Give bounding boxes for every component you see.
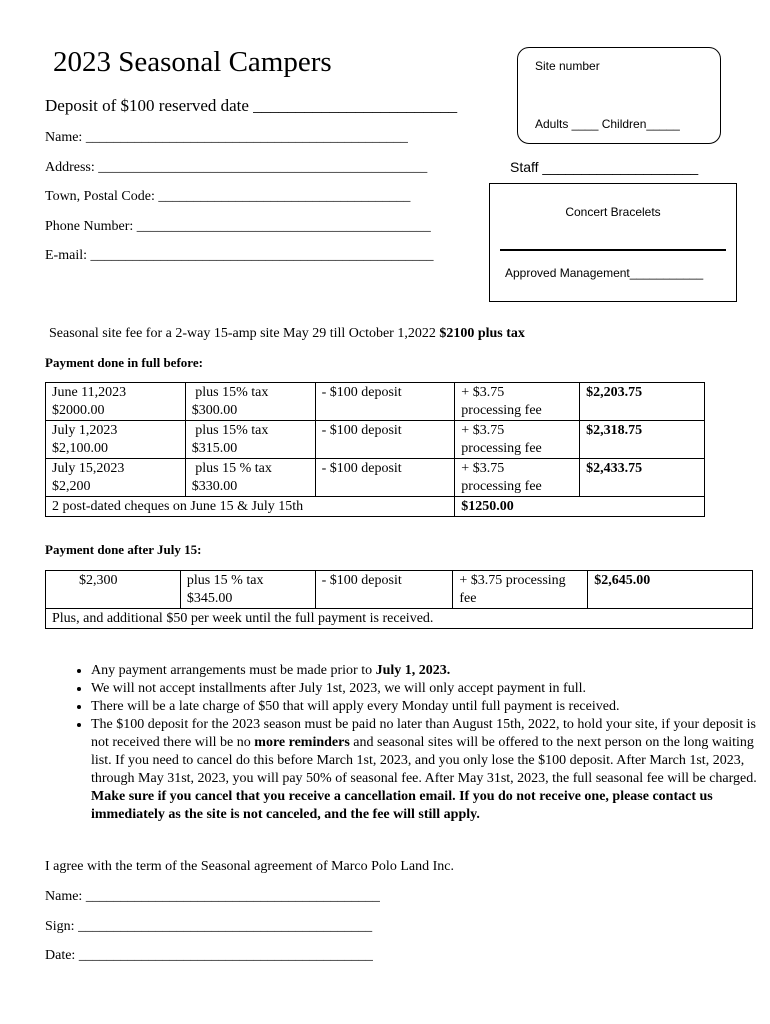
staff-field[interactable]: Staff ____________________: [510, 159, 699, 175]
seasonal-fee-text: [49, 326, 525, 342]
phone-number-field[interactable]: Phone Number: __________________________________________: [45, 219, 431, 234]
table-cell-fee: [455, 383, 580, 421]
signature-date-field[interactable]: Date: __________________________________________: [45, 948, 373, 963]
adults-children-field[interactable]: Adults ____ Children_____: [535, 117, 680, 131]
fee-amount: + $3.75: [461, 461, 505, 476]
tax-amount: $300.00: [191, 403, 238, 418]
bullet-text: Any payment arrangements must be made prior to: [91, 663, 376, 678]
postdated-cheques-label: 2 post-dated cheques on June 15 & July 15th: [46, 497, 455, 517]
table-cell-fee: [455, 459, 580, 497]
table-cell-total: $2,433.75: [580, 459, 705, 497]
concert-bracelets-box: [489, 183, 737, 302]
table-cell-deposit: - $100 deposit: [315, 421, 455, 459]
tax-label: plus 15% tax: [195, 423, 269, 438]
table-row-postdated: [46, 497, 705, 517]
terms-list: [66, 662, 757, 824]
tax-label: plus 15% tax: [195, 385, 269, 400]
table-cell-deposit: - $100 deposit: [315, 459, 455, 497]
table-cell-fee: [455, 421, 580, 459]
amount: $2,200: [52, 479, 91, 494]
table-row-note: [46, 609, 753, 629]
table-row: [46, 383, 705, 421]
fee-amount: + $3.75 processing: [459, 573, 566, 588]
fee-label: processing fee: [461, 403, 542, 418]
fee-label: processing fee: [461, 441, 542, 456]
agreement-text: I agree with the term of the Seasonal agreement of Marco Polo Land Inc.: [45, 859, 454, 874]
table-cell-tax: [185, 383, 315, 421]
name-field[interactable]: Name: ______________________________________________: [45, 130, 408, 145]
bullet-bold: more reminders: [254, 735, 350, 750]
address-field[interactable]: Address: _______________________________________________: [45, 160, 428, 175]
amount: $2000.00: [52, 403, 105, 418]
list-item: [91, 662, 757, 680]
concert-bracelets-label: Concert Bracelets: [565, 205, 661, 219]
fee-label: processing fee: [461, 479, 542, 494]
bullet-bold: Make sure if you cancel that you receive a cancellation email. If you do not receive one, please contact us immediately as the site is not canceled, and the fee will still apply.: [91, 789, 713, 822]
bullet-bold: July 1, 2023.: [375, 663, 451, 678]
table-cell-tax: [180, 571, 315, 609]
table-row: [46, 459, 705, 497]
tax-label: plus 15 % tax: [186, 573, 264, 588]
date: July 1,2023: [52, 423, 118, 438]
fee-label: fee: [459, 591, 477, 606]
table-row: [46, 571, 753, 609]
tax-amount: $315.00: [191, 441, 238, 456]
table-cell-tax: [185, 421, 315, 459]
fee-amount: + $3.75: [461, 385, 505, 400]
table-cell-tax: [185, 459, 315, 497]
concert-bracelets-line[interactable]: [500, 249, 726, 251]
table-cell-date: [46, 421, 186, 459]
table-cell-date: [46, 459, 186, 497]
site-number-label[interactable]: Site number: [535, 59, 600, 73]
table-cell-total: $2,318.75: [580, 421, 705, 459]
table-cell-total: $2,645.00: [588, 571, 753, 609]
bullet-text: The $100 deposit for the 2023 season must be paid no later than August 15th, 2022, to hold your site, if your deposit is not received there will be no: [91, 717, 756, 750]
approved-management-field[interactable]: Approved Management___________: [505, 266, 704, 280]
list-item: [91, 716, 757, 824]
payment-in-full-table: [45, 382, 705, 517]
signature-name-field[interactable]: Name: __________________________________________: [45, 889, 380, 904]
tax-amount: $345.00: [186, 591, 233, 606]
town-postal-code-field[interactable]: Town, Postal Code: ____________________________________: [45, 189, 411, 204]
table-cell-deposit: - $100 deposit: [315, 383, 455, 421]
table-cell-amount: $2,300: [46, 571, 181, 609]
fee-amount: + $3.75: [461, 423, 505, 438]
form-title: 2023 Seasonal Campers: [53, 46, 332, 78]
table-row: [46, 421, 705, 459]
amount: $2,100.00: [52, 441, 108, 456]
table2-heading: Payment done after July 15:: [45, 542, 202, 557]
tax-label: plus 15 % tax: [195, 461, 272, 476]
site-info-box: [517, 47, 721, 144]
table-cell-fee: [453, 571, 588, 609]
table-cell-deposit: - $100 deposit: [315, 571, 453, 609]
table1-heading: Payment done in full before:: [45, 355, 203, 370]
seasonal-fee-description: Seasonal site fee for a 2-way 15-amp site May 29 till October 1,2022: [49, 326, 440, 341]
seasonal-fee-amount: $2100 plus tax: [439, 326, 525, 341]
deposit-reserved-date-field[interactable]: Deposit of $100 reserved date ________________________: [45, 96, 458, 115]
email-field[interactable]: E-mail: _________________________________________________: [45, 248, 434, 263]
postdated-cheques-amount: $1250.00: [455, 497, 705, 517]
date: July 15,2023: [52, 461, 125, 476]
tax-amount: $330.00: [191, 479, 238, 494]
date: June 11,2023: [52, 385, 127, 400]
signature-sign-field[interactable]: Sign: __________________________________________: [45, 919, 373, 934]
payment-after-table: [45, 570, 753, 629]
bullet-text: and seasonal sites will be offered to the next person on the long waiting list. If you need to cancel do this before March 1st, 2023, and you only lose the $100 deposit. After March 1st, 2023, through May 31st, 2023, you will pay 50% of seasonal fee. After May 31st, 2023, the full seasonal fee will be charged.: [91, 735, 757, 786]
table-cell-date: [46, 383, 186, 421]
late-weekly-note: Plus, and additional $50 per week until the full payment is received.: [46, 609, 753, 629]
list-item: • We will not accept installments after July 1st, 2023, we will only accept payment in full.: [91, 680, 757, 698]
list-item: • There will be a late charge of $50 that will apply every Monday until full payment is received.: [91, 698, 757, 716]
table-cell-total: $2,203.75: [580, 383, 705, 421]
